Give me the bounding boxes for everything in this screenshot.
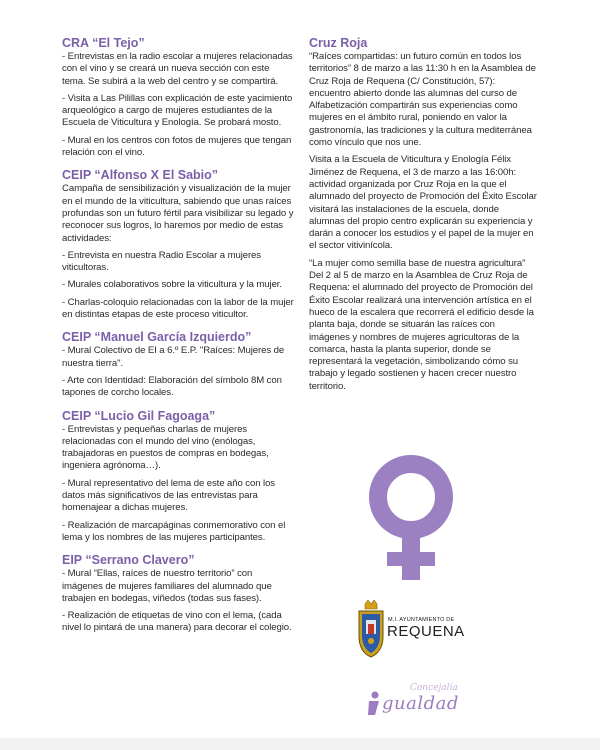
section-title: CEIP “Alfonso X El Sabio”: [62, 168, 219, 183]
section-item: - Entrevistas en la radio escolar a mujeres relacionadas con el vino y se creará un nueva sección con este tema. Se subirá a la web del centro y se compartirá.: [62, 51, 293, 87]
section-title: CEIP “Lucio Gil Fagoaga”: [62, 408, 216, 423]
section-cruz-roja: [309, 36, 537, 393]
section-eip-serrano-clavero: [62, 553, 294, 634]
left-column: [62, 36, 294, 644]
igualdad-label: gualdad: [382, 693, 459, 714]
section-title: EIP “Serrano Clavero”: [62, 553, 195, 568]
section-item: Visita a la Escuela de Viticultura y Enología Félix Jiménez de Requena, el 3 de marzo a las 16:00h: actividad organizada por Cruz Roja en la que el alumnado del proyecto de Promoción del Éxito Escolar visitará las instalaciones de la escuela, donde alumnas del propio centro explicarán su experiencia y darán a conocer los estudios y el papel de la mujer en el sector vitivinícola.: [309, 154, 537, 252]
concejalia-label: Concejalía: [410, 683, 458, 693]
section-item: - Arte con Identidad: Elaboración del símbolo 8M con tapones de corcho locales.: [62, 374, 282, 399]
section-item: - Visita a Las Pilillas con explicación de este yacimiento arqueológico a cargo de mujeres estudiantes de la Escuela de Viticultura y Enología. Se probará mosto.: [62, 92, 293, 129]
section-title: CEIP “Manuel García Izquierdo”: [62, 330, 252, 345]
section-item: - Mural representativo del lema de este año con los datos más significativos de las entrevistas para homenajear a dichas mujeres.: [62, 477, 276, 514]
section-item: - Entrevista en nuestra Radio Escolar a mujeres viticultoras.: [62, 249, 261, 274]
section-item: - Mural en los centros con fotos de mujeres que tengan relación con el vino.: [62, 134, 292, 159]
right-column: [309, 36, 537, 402]
section-item: - Mural “Ellas, raíces de nuestro territorio” con imágenes de mujeres familiares del alumnado que trabajen en bodegas, viñedos (todas sus fases).: [62, 568, 272, 604]
section-title: Cruz Roja: [309, 36, 368, 50]
section-ceip-manuel-garcia: [62, 330, 294, 399]
section-item: - Mural Colectivo de EI a 6.º E.P. "Raíces: Mujeres de nuestra tierra".: [62, 345, 285, 369]
section-cra-el-tejo: [62, 36, 294, 159]
section-item: - Realización de etiquetas de vino con el lema, (cada nivel lo pintará de una manera) para decorar el colegio.: [62, 610, 292, 634]
concejalia-igualdad-logo: [360, 677, 470, 717]
section-item: - Charlas-coloquio relacionadas con la labor de la mujer en distintas etapas de este proceso viticultor.: [62, 296, 294, 321]
coat-of-arms-icon: [356, 600, 386, 658]
section-item: - Entrevistas y pequeñas charlas de mujeres relacionadas con el mundo del vino (enólogas, trabajadoras en puestos de compras en bodegas, ingeniera agrónoma…).: [62, 423, 269, 472]
section-title: CRA “El Tejo”: [62, 36, 145, 50]
section-item: “Raíces compartidas: un futuro común en todos los territorios” 8 de marzo a las 11:30 h en la Asamblea de Cruz Roja de Requena (C/ Constitución, 57): encuentro abierto donde las alumnas del curso de Alfabetización compartirán sus experiencias como mujeres en el ámbito rural, poniendo en valor la gastronomía, las tradiciones y la cultura mediterránea como vínculo que nos une.: [309, 51, 536, 149]
logo-line2: REQUENA: [387, 623, 465, 640]
logo-line1: M.I. AYUNTAMIENTO DE: [388, 617, 455, 623]
section-item: - Murales colaborativos sobre la viticultura y la mujer.: [62, 279, 282, 291]
section-item: Campaña de sensibilización y visualización de la mujer en el mundo de la viticultura, sabiendo que unas raíces profundas son un futuro fértil para visibilizar su legado y reconocer sus logros, lo haremos por medio de estas actividades:: [62, 183, 294, 244]
footer-strip: [0, 738, 600, 750]
section-ceip-alfonso-x: [62, 168, 294, 321]
section-ceip-lucio-gil: [62, 409, 294, 545]
igualdad-i-icon: [366, 691, 382, 717]
section-item: - Realización de marcapáginas conmemorativo con el lema y los nombres de las mujeres participantes.: [62, 519, 286, 543]
section-item: “La mujer como semilla base de nuestra agricultura” Del 2 al 5 de marzo en la Asamblea de Cruz Roja de Requena: el alumnado del proyecto de Promoción del Éxito Escolar realizará una intervención artística en el hueco de la escalera que recorrerá el edificio desde la planta baja, donde se situarán las raíces con imágenes y nombres de mujeres agricultoras de la comarca, hasta la planta superior, donde se representará la vegetación, simbolizando cómo su trabajo y legado sostienen y hacen crecer nuestro territorio.: [309, 257, 534, 392]
ayuntamiento-requena-logo: [352, 598, 472, 662]
venus-symbol-icon: [356, 452, 466, 580]
